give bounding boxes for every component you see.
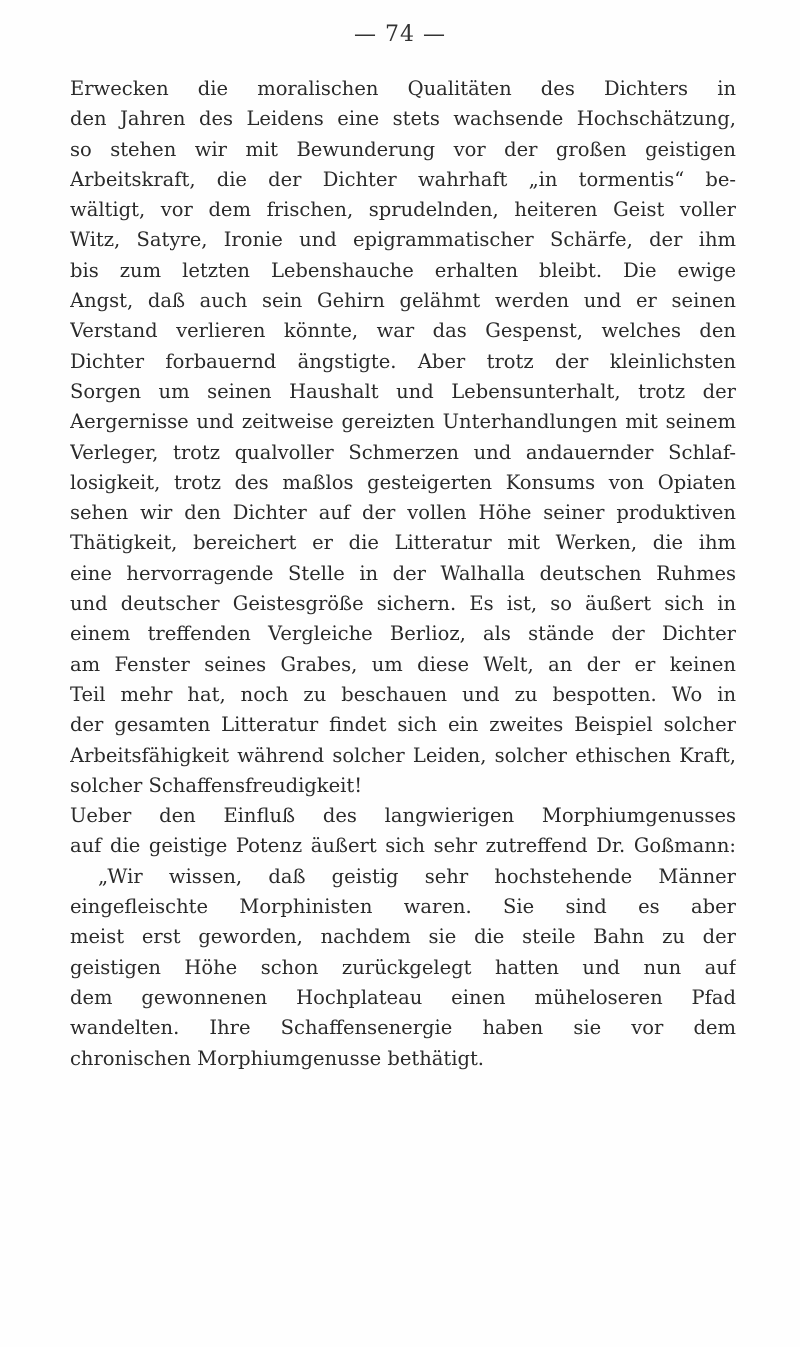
text-line: Angst, daß auch sein Gehirn gelähmt werden und er seinen [70,289,736,313]
text-line: losigkeit, trotz des maßlos gesteigerten Konsums von Opiaten [70,470,736,494]
text-line: der gesamten Litteratur findet sich ein zweites Beispiel solcher [70,713,736,737]
text-line: Teil mehr hat, noch zu beschauen und zu bespotten. Wo in [70,682,736,706]
quote-line: „Wir wissen, daß geistig sehr hochstehende Männer [98,864,736,888]
text-line: Ueber den Einfluß des langwierigen Morphiumgenusses [70,804,736,828]
text-line: Aergernisse und zeitweise gereizten Unterhandlungen mit seinem [70,410,736,434]
text-line: Witz, Satyre, Ironie und epigrammatischer Schärfe, der ihm [70,228,736,252]
text-line: so stehen wir mit Bewunderung vor der großen geistigen [70,137,736,161]
quote-line: wandelten. Ihre Schaffensenergie haben sie vor dem [70,1016,736,1040]
quote-line: chronischen Morphiumgenusse bethätigt. [70,1046,485,1070]
text-line: Thätigkeit, bereichert er die Litteratur mit Werken, die ihm [70,531,736,555]
text-line: Arbeitsfähigkeit während solcher Leiden, solcher ethischen Kraft, [70,743,736,767]
text-line: den Jahren des Leidens eine stets wachsende Hochschätzung, [70,107,736,131]
text-line: und deutscher Geistesgröße sichern. Es ist, so äußert sich in [70,592,736,616]
text-line: solcher Schaffensfreudigkeit! [70,773,363,797]
text-line: Arbeitskraft, die der Dichter wahrhaft „in tormentis“ be- [70,167,736,191]
text-line: Sorgen um seinen Haushalt und Lebensunterhalt, trotz der [70,379,736,403]
text-line: wältigt, vor dem frischen, sprudelnden, heiteren Geist voller [70,198,736,222]
quote-line: eingefleischte Morphinisten waren. Sie sind es aber [70,895,736,919]
quote-line: geistigen Höhe schon zurückgelegt hatten und nun auf [70,955,736,979]
text-line: einem treffenden Vergleiche Berlioz, als stände der Dichter [70,622,736,646]
text-line: Verstand verlieren könnte, war das Gespenst, welches den [70,319,736,343]
text-line: bis zum letzten Lebenshauche erhalten bleibt. Die ewige [70,258,736,282]
text-line: Dichter forbauernd ängstigte. Aber trotz der kleinlichsten [70,349,736,373]
quote-line: dem gewonnenen Hochplateau einen müheloseren Pfad [70,985,736,1009]
text-line: am Fenster seines Grabes, um diese Welt, an der er keinen [70,652,736,676]
text-line: Erwecken die moralischen Qualitäten des Dichters in [70,77,736,100]
text-line: auf die geistige Potenz äußert sich sehr zutreffend Dr. Goßmann: [70,834,736,858]
quote-line: meist erst geworden, nachdem sie die steile Bahn zu der [70,925,736,949]
text-line: eine hervorragende Stelle in der Walhalla deutschen Ruhmes [70,561,736,585]
page-number: — 74 — [354,22,446,47]
text-line: Verleger, trotz qualvoller Schmerzen und andauernder Schlaf- [70,440,736,464]
text-line: sehen wir den Dichter auf der vollen Höhe seiner produktiven [70,501,736,525]
body-text [70,74,736,1074]
